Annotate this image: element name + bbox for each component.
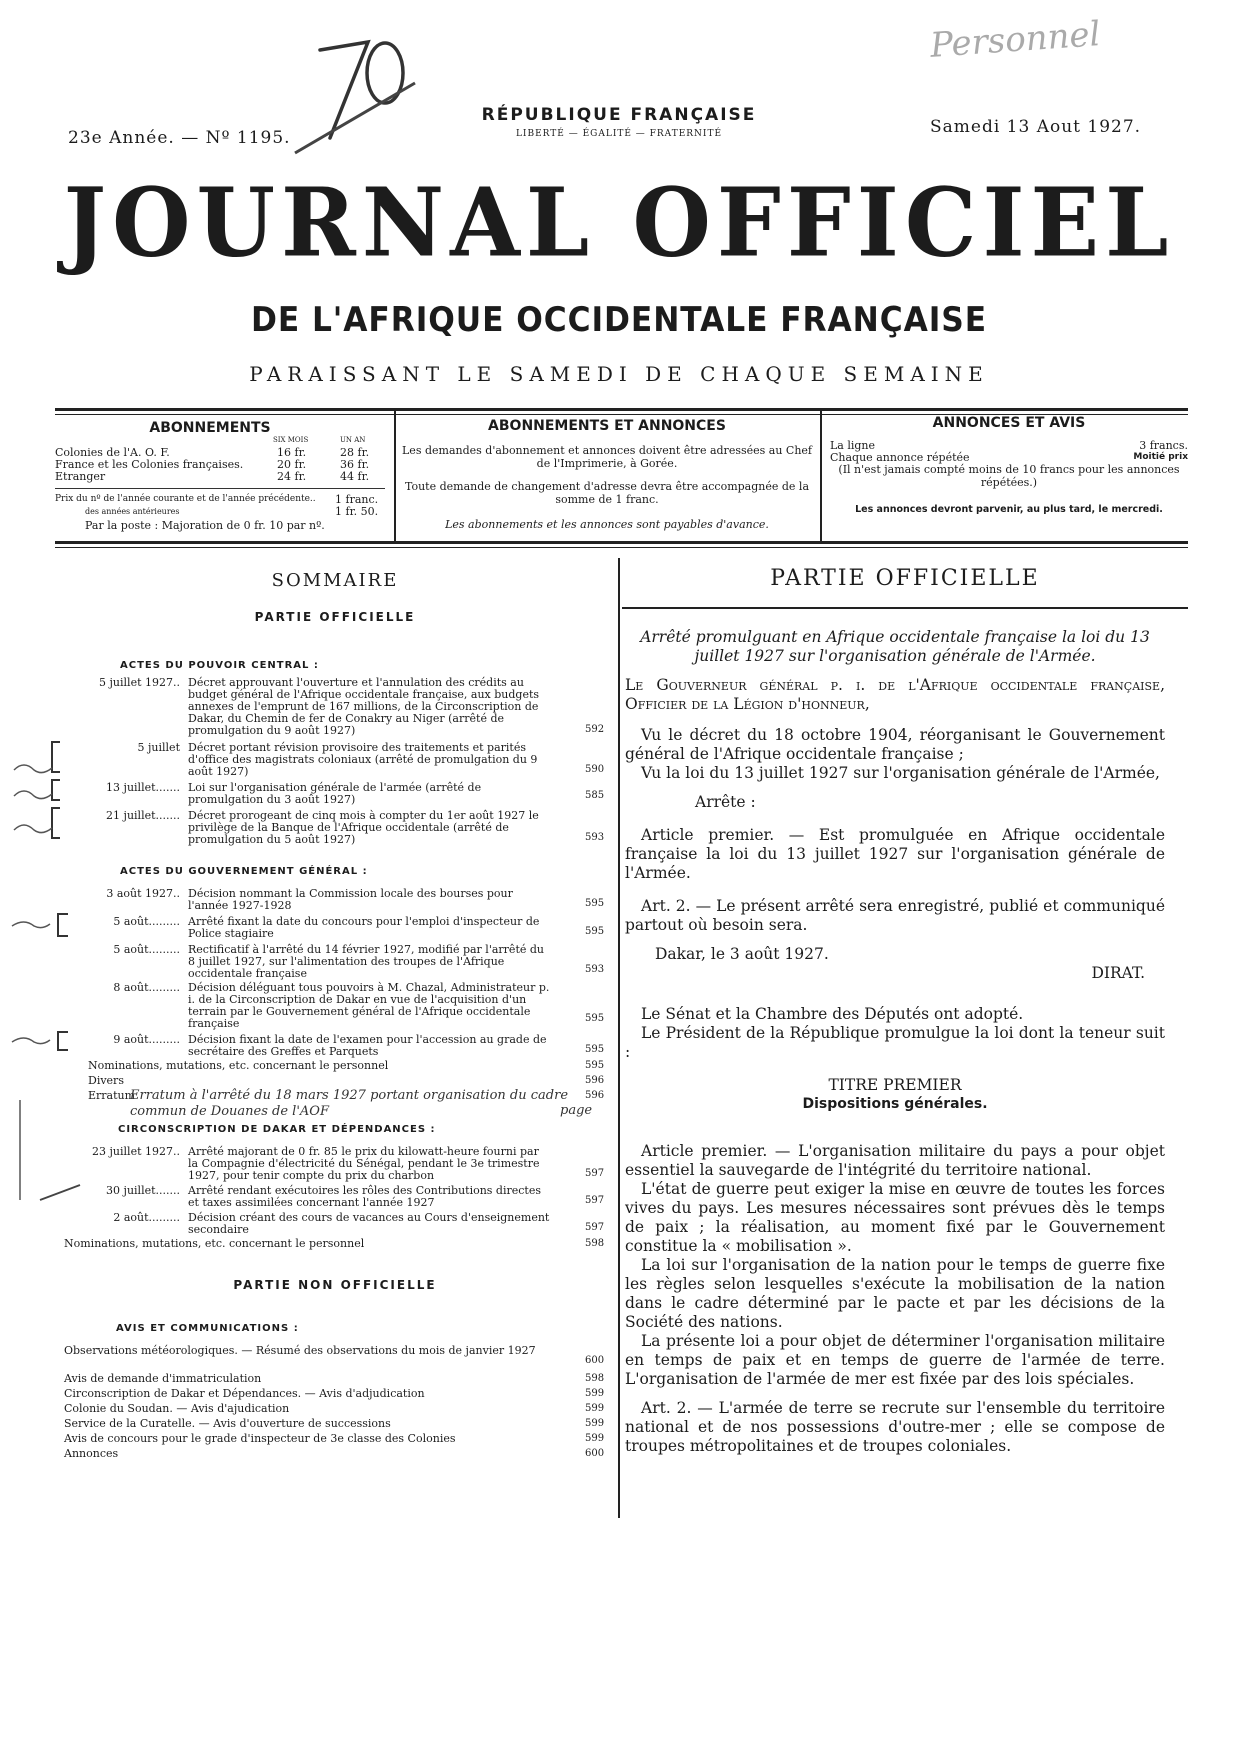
toc-page: 597	[585, 1222, 605, 1233]
partie-officielle-title: PARTIE OFFICIELLE	[770, 566, 1040, 591]
col-six-months: SIX MOIS	[273, 436, 309, 444]
toc-date: 5 août.........	[113, 915, 180, 928]
toc-avis-item: Annonces	[64, 1447, 119, 1460]
sub-year: 44 fr.	[340, 470, 370, 483]
toc-text: Arrêté majorant de 0 fr. 85 le prix du kilowatt-heure fourni par la Compagnie d'électricité du Sénégal, pendant le 3e trimestre 1927, pour tenir compte du prix du charbon	[188, 1145, 540, 1182]
annonce-line-value: 3 francs.	[1139, 439, 1188, 452]
subs-ann-p2: Toute demande de changement d'adresse devra être accompagnée de la somme de 1 franc.	[404, 480, 810, 506]
law-article-2: Art. 2. — L'armée de terre se recrute sur l'ensemble du territoire national et de nos possessions d'outre-mer ; elle se compose de troupes métropolitaines et de troupes coloniales.	[625, 1399, 1165, 1455]
article-2: Art. 2. — Le présent arrêté sera enregistré, publié et communiqué partout où besoin sera.	[625, 897, 1165, 934]
law-p4: La présente loi a pour objet de déterminer l'organisation militaire en temps de paix et en temps de guerre de l'armée de terre. L'organisation de l'armée de mer est fixée par des lois spéciales.	[625, 1332, 1165, 1388]
post-note: Par la poste : Majoration de 0 fr. 10 par nº.	[85, 519, 325, 532]
margin-annotations	[0, 730, 140, 1210]
toc-text: Décret approuvant l'ouverture et l'annulation des crédits au budget général de l'Afrique occidentale française, aux budgets annexes de l'emprunt de 167 millions, de la Circonscription de Dakar, du Chemin de fer de Conakry au Niger (arrêté de promulgation du 9 août 1927)	[188, 676, 540, 737]
toc-page: 595	[585, 1013, 605, 1024]
place-date: Dakar, le 3 août 1927.	[655, 945, 829, 963]
subs-ann-p1: Les demandes d'abonnement et annonces doivent être adressées au Chef de l'Imprimerie, à Gorée.	[402, 444, 812, 470]
sub-six: 16 fr.	[277, 446, 307, 459]
price-value: 1 franc.	[335, 493, 379, 506]
toc-avis-item: Avis de demande d'immatriculation	[64, 1372, 262, 1385]
subscriptions-title: ABONNEMENTS	[149, 420, 271, 436]
toc-date: 5 juillet	[137, 741, 180, 754]
block-divider-2	[820, 410, 822, 544]
toc-date: 2 août.........	[113, 1211, 180, 1224]
vu-decret: Vu le décret du 18 octobre 1904, réorganisant le Gouvernement général de l'Afrique occidentale française ;	[625, 726, 1165, 763]
annonce-note: (Il n'est jamais compté moins de 10 francs pour les annonces répétées.)	[838, 463, 1180, 489]
sub-six: 24 fr.	[277, 470, 307, 483]
annonces-box	[830, 415, 1188, 516]
toc-nominations-2: Nominations, mutations, etc. concernant le personnel	[64, 1237, 365, 1250]
toc-avis-item: Colonie du Soudan. — Avis d'ajudication	[64, 1402, 290, 1415]
toc-nominations-1: Nominations, mutations, etc. concernant le personnel	[88, 1059, 389, 1072]
law-article-1: Article premier. — L'organisation militaire du pays a pour objet essentiel la sauvegarde de l'intégrité du territoire national.	[625, 1142, 1165, 1179]
toc-date: 9 août.........	[113, 1033, 180, 1046]
toc-page: 592	[585, 724, 605, 735]
price2-label: des années antérieures	[85, 507, 180, 516]
sec-gouvernement-general: ACTES DU GOUVERNEMENT GÉNÉRAL :	[120, 866, 368, 877]
toc-page: 596	[585, 1090, 605, 1101]
sub-label: Colonies de l'A. O. F.	[55, 446, 170, 459]
journal-subtitle: DE L'AFRIQUE OCCIDENTALE FRANÇAISE	[250, 300, 988, 340]
toc-text: Décision déléguant tous pouvoirs à M. Chazal, Administrateur p. i. de la Circonscription de Dakar en vue de l'acquisition d'un terrain par le Gouvernement général de l'Afrique occidentale française	[188, 981, 550, 1030]
toc-page: 590	[585, 764, 605, 775]
toc-text: Arrêté rendant exécutoires les rôles des Contributions directes et taxes assimilées concernant l'année 1927	[188, 1184, 541, 1209]
toc-date: 3 août 1927..	[106, 887, 180, 900]
journal-tagline: PARAISSANT LE SAMEDI DE CHAQUE SEMAINE	[249, 362, 989, 386]
toc-date: 8 août.........	[113, 981, 180, 994]
titre-premier: TITRE PREMIER	[828, 1076, 962, 1094]
toc-page: 593	[585, 964, 605, 975]
senat: Le Sénat et la Chambre des Députés ont adopté.	[641, 1005, 1024, 1023]
toc-page: 598	[585, 1373, 605, 1384]
toc-item	[62, 1212, 552, 1236]
toc-divers: Divers	[88, 1074, 124, 1087]
toc-page: 597	[585, 1168, 605, 1179]
subs-ann-p3: Les abonnements et les annonces sont payables d'avance.	[445, 518, 769, 531]
issue-number: 23e Année. — Nº 1195.	[68, 128, 291, 148]
toc-page: 595	[585, 1060, 605, 1071]
toc-text: Arrêté fixant la date du concours pour l'emploi d'inspecteur de Police stagiaire	[188, 915, 540, 940]
handwritten-personnel: Personnel	[928, 14, 1102, 66]
block-bottom-rule-thin	[55, 547, 1188, 548]
annonce-repeat-value: Moitié prix	[1133, 452, 1188, 462]
toc-page: 600	[585, 1448, 605, 1459]
toc-page: 595	[585, 926, 605, 937]
sub-six: 20 fr.	[277, 458, 307, 471]
toc-page: 596	[585, 1075, 605, 1086]
sec-pouvoir-central: ACTES DU POUVOIR CENTRAL :	[120, 660, 319, 671]
price-row	[55, 493, 385, 505]
arrete-label: Arrête :	[695, 793, 756, 811]
toc-avis-item: Service de la Curatelle. — Avis d'ouverture de successions	[64, 1417, 391, 1430]
toc-page: 600	[585, 1355, 605, 1366]
col-one-year: UN AN	[340, 436, 366, 444]
law-p3: La loi sur l'organisation de la nation pour le temps de guerre fixe les règles selon lesquelles s'exécute la mobilisation de la nation dans le cadre déterminé par le pacte et par les décisions de la Société des nations.	[625, 1256, 1165, 1331]
sec-dakar: CIRCONSCRIPTION DE DAKAR ET DÉPENDANCES :	[118, 1124, 436, 1135]
vu-loi: Vu la loi du 13 juillet 1927 sur l'organisation générale de l'Armée,	[641, 764, 1160, 782]
signature: DIRAT.	[1091, 964, 1145, 982]
sommaire-title: SOMMAIRE	[271, 570, 399, 591]
toc-page: 595	[585, 1044, 605, 1055]
toc-avis-item: Avis de concours pour le grade d'inspecteur de 3e classe des Colonies	[64, 1432, 456, 1445]
toc-date: 5 juillet 1927..	[99, 676, 180, 689]
official-text	[625, 628, 1165, 1456]
toc-text: Décret portant révision provisoire des traitements et parités d'office des magistrats coloniaux (arrêté de promulgation du 9 août 1927)	[188, 741, 538, 778]
dispositions: Dispositions générales.	[802, 1096, 988, 1112]
governor: Le Gouverneur général p. i. de l'Afrique occidentale française, Officier de la Légion d'honneur,	[625, 676, 1165, 713]
president: Le Président de la République promulgue la loi dont la teneur suit :	[625, 1024, 1165, 1061]
price2-row	[55, 505, 385, 517]
republic-motto: LIBERTÉ — ÉGALITÉ — FRATERNITÉ	[515, 129, 723, 139]
toc-date: 23 juillet 1927..	[92, 1145, 180, 1158]
sub-row-france	[55, 458, 385, 470]
toc-page: 585	[585, 790, 605, 801]
toc-erratum: Erratum	[88, 1089, 136, 1102]
block-divider-1	[394, 410, 396, 544]
annonce-line-label: La ligne	[830, 439, 876, 452]
subscriptions-box	[55, 420, 385, 532]
sub-label: France et les Colonies françaises.	[55, 458, 244, 471]
toc-item	[62, 677, 552, 737]
toc-avis-item: Observations météorologiques. — Résumé des observations du mois de janvier 1927	[64, 1344, 536, 1357]
sub-year: 28 fr.	[340, 446, 370, 459]
annonces-title: ANNONCES ET AVIS	[932, 415, 1086, 431]
toc-text: Décision fixant la date de l'examen pour l'accession au grade de secrétaire des Greffes et Parquets	[188, 1033, 547, 1058]
partie-non-officielle: PARTIE NON OFFICIELLE	[233, 1278, 437, 1292]
toc-page: 598	[585, 1238, 605, 1249]
block-top-rule	[55, 408, 1188, 411]
block-bottom-rule	[55, 541, 1188, 544]
toc-avis-item: Circonscription de Dakar et Dépendances. — Avis d'adjudication	[64, 1387, 425, 1400]
toc-page: 599	[585, 1418, 605, 1429]
journal-title: JOURNAL OFFICIEL	[63, 167, 1175, 279]
column-divider	[618, 558, 620, 1518]
subs-ann-title: ABONNEMENTS ET ANNONCES	[488, 418, 726, 434]
sub-row-aof	[55, 446, 385, 458]
toc-text: Décision nommant la Commission locale des bourses pour l'année 1927-1928	[188, 887, 513, 912]
arrete-heading: Arrêté promulguant en Afrique occidentale française la loi du 13 juillet 1927 sur l'organisation générale de l'Armée.	[640, 628, 1150, 665]
toc-page: 599	[585, 1433, 605, 1444]
toc-page: 595	[585, 898, 605, 909]
sub-row-etranger	[55, 470, 385, 482]
issue-date: Samedi 13 Aout 1927.	[930, 117, 1142, 137]
toc-date: 13 juillet.......	[106, 781, 180, 794]
toc-page: 593	[585, 832, 605, 843]
sec-avis: AVIS ET COMMUNICATIONS :	[116, 1323, 299, 1334]
handwritten-page-note: page	[560, 1103, 593, 1118]
republic-title: RÉPUBLIQUE FRANÇAISE	[481, 105, 757, 125]
toc-text: Loi sur l'organisation générale de l'armée (arrêté de promulgation du 3 août 1927)	[188, 781, 482, 806]
handwritten-erratum-note: Erratum à l'arrêté du 18 mars 1927 portant organisation du cadre commun de Douanes de l'AOF	[130, 1088, 569, 1119]
sub-year: 36 fr.	[340, 458, 370, 471]
toc-date: 30 juillet.......	[106, 1184, 180, 1197]
toc-text: Rectificatif à l'arrêté du 14 février 1927, modifié par l'arrêté du 8 juillet 1927, sur l'alimentation des troupes de l'Afrique occidentale française	[188, 943, 544, 980]
article-1: Article premier. — Est promulguée en Afrique occidentale française la loi du 13 juillet 1927 sur l'organisation générale de l'Armée.	[625, 826, 1165, 882]
price-label: Prix du nº de l'année courante et de l'année précédente..	[55, 494, 316, 504]
toc-text: Décret prorogeant de cinq mois à compter du 1er août 1927 le privilège de la Banque de l'Afrique occidentale (arrêté de promulgation du 5 août 1927)	[188, 809, 539, 846]
toc-text: Décision créant des cours de vacances au Cours d'enseignement secondaire	[188, 1211, 550, 1236]
toc-page: 597	[585, 1195, 605, 1206]
subs-ann-box	[398, 418, 816, 531]
price2-value: 1 fr. 50.	[335, 505, 379, 518]
annonce-line-row	[830, 439, 1188, 451]
title-rule	[622, 607, 1188, 609]
toc-page: 599	[585, 1388, 605, 1399]
law-p2: L'état de guerre peut exiger la mise en œuvre de toutes les forces vives du pays. Les mesures nécessaires sont prévues dès le temps de paix ; la réalisation, au moment fixé par le Gouvernement constitue la « mobilisation ».	[625, 1180, 1165, 1255]
annonce-repeat-row	[830, 451, 1188, 463]
sub-label: Etranger	[55, 470, 106, 483]
toc-page: 599	[585, 1403, 605, 1414]
toc-date: 21 juillet.......	[106, 809, 180, 822]
toc-date: 5 août.........	[113, 943, 180, 956]
annonce-repeat-label: Chaque annonce répétée	[830, 451, 970, 464]
sommaire-partie-officielle: PARTIE OFFICIELLE	[254, 610, 416, 624]
annonce-deadline: Les annonces devront parvenir, au plus tard, le mercredi.	[855, 504, 1163, 515]
